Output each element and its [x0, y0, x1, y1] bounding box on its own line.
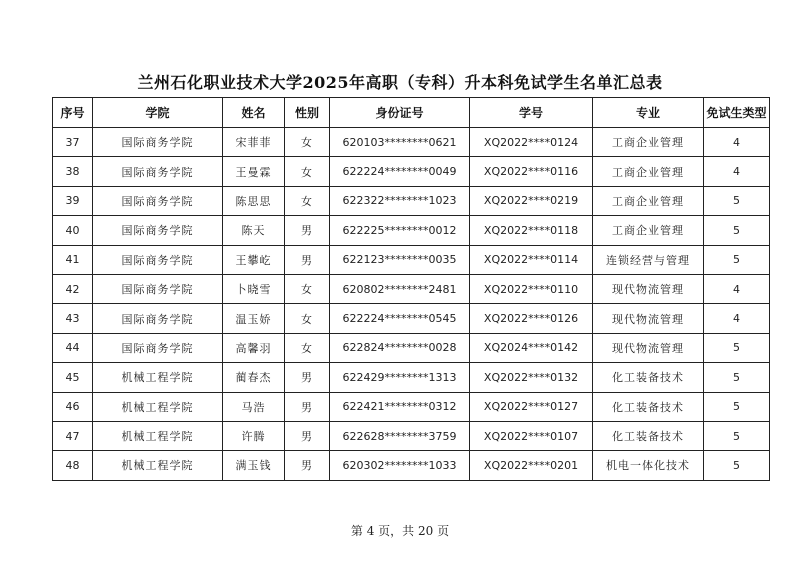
cell-index: 43 [53, 304, 93, 333]
cell-student-number: XQ2022****0116 [470, 157, 593, 186]
cell-college: 国际商务学院 [93, 333, 223, 362]
cell-id-number: 622225********0012 [330, 216, 470, 245]
cell-gender: 女 [285, 128, 330, 157]
cell-major: 化工装备技术 [593, 421, 704, 450]
page-footer: 第 4 页，共 20 页 [350, 524, 450, 538]
cell-gender: 女 [285, 157, 330, 186]
cell-major: 化工装备技术 [593, 363, 704, 392]
cell-id-number: 620802********2481 [330, 274, 470, 303]
cell-exempt-type: 5 [704, 216, 770, 245]
header-index: 序号 [53, 98, 93, 128]
cell-student-number: XQ2024****0142 [470, 333, 593, 362]
cell-name: 陈思思 [223, 186, 285, 215]
table-row [53, 157, 770, 186]
cell-index: 41 [53, 245, 93, 274]
cell-index: 44 [53, 333, 93, 362]
cell-major: 机电一体化技术 [593, 451, 704, 480]
cell-major: 现代物流管理 [593, 274, 704, 303]
table-row [53, 274, 770, 303]
cell-exempt-type: 4 [704, 274, 770, 303]
cell-gender: 男 [285, 451, 330, 480]
cell-student-number: XQ2022****0132 [470, 363, 593, 392]
document-title: 兰州石化职业技术大学2025年高职（专科）升本科免试学生名单汇总表 [137, 73, 663, 92]
cell-college: 国际商务学院 [93, 245, 223, 274]
table-row [53, 421, 770, 450]
cell-id-number: 622628********3759 [330, 421, 470, 450]
cell-college: 国际商务学院 [93, 128, 223, 157]
cell-index: 40 [53, 216, 93, 245]
cell-college: 机械工程学院 [93, 421, 223, 450]
cell-exempt-type: 5 [704, 333, 770, 362]
cell-college: 国际商务学院 [93, 186, 223, 215]
cell-id-number: 622224********0545 [330, 304, 470, 333]
table-row [53, 451, 770, 480]
cell-exempt-type: 4 [704, 157, 770, 186]
cell-exempt-type: 5 [704, 451, 770, 480]
cell-gender: 男 [285, 363, 330, 392]
cell-id-number: 622123********0035 [330, 245, 470, 274]
cell-student-number: XQ2022****0126 [470, 304, 593, 333]
cell-name: 卜晓雪 [223, 274, 285, 303]
header-gender: 性别 [285, 98, 330, 128]
cell-exempt-type: 5 [704, 421, 770, 450]
cell-gender: 男 [285, 421, 330, 450]
cell-exempt-type: 4 [704, 304, 770, 333]
table-row [53, 245, 770, 274]
cell-gender: 女 [285, 274, 330, 303]
cell-student-number: XQ2022****0107 [470, 421, 593, 450]
cell-college: 国际商务学院 [93, 274, 223, 303]
header-exempt-type: 免试生类型 [704, 98, 770, 128]
cell-college: 机械工程学院 [93, 451, 223, 480]
cell-index: 47 [53, 421, 93, 450]
cell-major: 现代物流管理 [593, 333, 704, 362]
cell-major: 工商企业管理 [593, 128, 704, 157]
cell-gender: 女 [285, 186, 330, 215]
cell-gender: 男 [285, 392, 330, 421]
cell-exempt-type: 5 [704, 363, 770, 392]
cell-exempt-type: 5 [704, 392, 770, 421]
cell-name: 陈天 [223, 216, 285, 245]
cell-index: 39 [53, 186, 93, 215]
header-college: 学院 [93, 98, 223, 128]
cell-name: 马浩 [223, 392, 285, 421]
cell-major: 化工装备技术 [593, 392, 704, 421]
cell-student-number: XQ2022****0124 [470, 128, 593, 157]
cell-student-number: XQ2022****0114 [470, 245, 593, 274]
cell-exempt-type: 5 [704, 245, 770, 274]
cell-exempt-type: 5 [704, 186, 770, 215]
cell-index: 48 [53, 451, 93, 480]
cell-student-number: XQ2022****0118 [470, 216, 593, 245]
cell-college: 国际商务学院 [93, 157, 223, 186]
header-major: 专业 [593, 98, 704, 128]
cell-index: 45 [53, 363, 93, 392]
header-id-number: 身份证号 [330, 98, 470, 128]
cell-id-number: 622429********1313 [330, 363, 470, 392]
cell-gender: 男 [285, 216, 330, 245]
cell-name: 王曼霖 [223, 157, 285, 186]
cell-college: 机械工程学院 [93, 363, 223, 392]
cell-name: 王攀屹 [223, 245, 285, 274]
student-list-table [52, 97, 770, 481]
cell-college: 国际商务学院 [93, 216, 223, 245]
table-row [53, 128, 770, 157]
cell-student-number: XQ2022****0219 [470, 186, 593, 215]
cell-student-number: XQ2022****0110 [470, 274, 593, 303]
cell-gender: 女 [285, 333, 330, 362]
cell-name: 满玉钱 [223, 451, 285, 480]
cell-gender: 女 [285, 304, 330, 333]
table-row [53, 333, 770, 362]
cell-college: 机械工程学院 [93, 392, 223, 421]
cell-id-number: 622421********0312 [330, 392, 470, 421]
header-name: 姓名 [223, 98, 285, 128]
cell-major: 工商企业管理 [593, 186, 704, 215]
table-row [53, 216, 770, 245]
cell-index: 37 [53, 128, 93, 157]
cell-student-number: XQ2022****0201 [470, 451, 593, 480]
cell-id-number: 622224********0049 [330, 157, 470, 186]
cell-id-number: 620302********1033 [330, 451, 470, 480]
cell-index: 46 [53, 392, 93, 421]
cell-student-number: XQ2022****0127 [470, 392, 593, 421]
cell-name: 高馨羽 [223, 333, 285, 362]
table-header-row [53, 98, 770, 128]
cell-major: 工商企业管理 [593, 216, 704, 245]
cell-gender: 男 [285, 245, 330, 274]
cell-name: 温玉娇 [223, 304, 285, 333]
cell-exempt-type: 4 [704, 128, 770, 157]
cell-name: 蔺春杰 [223, 363, 285, 392]
table-row [53, 363, 770, 392]
table-row [53, 186, 770, 215]
cell-major: 工商企业管理 [593, 157, 704, 186]
cell-id-number: 622824********0028 [330, 333, 470, 362]
cell-index: 42 [53, 274, 93, 303]
cell-major: 现代物流管理 [593, 304, 704, 333]
cell-name: 许腾 [223, 421, 285, 450]
table-row [53, 392, 770, 421]
cell-id-number: 620103********0621 [330, 128, 470, 157]
cell-college: 国际商务学院 [93, 304, 223, 333]
table-row [53, 304, 770, 333]
cell-id-number: 622322********1023 [330, 186, 470, 215]
cell-name: 宋菲菲 [223, 128, 285, 157]
header-student-number: 学号 [470, 98, 593, 128]
cell-index: 38 [53, 157, 93, 186]
cell-major: 连锁经营与管理 [593, 245, 704, 274]
